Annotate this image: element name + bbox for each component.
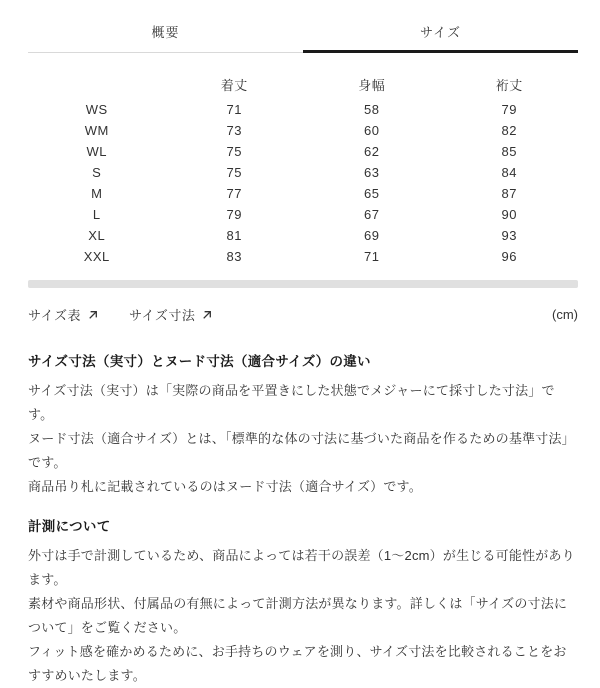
size-chart-link[interactable] bbox=[28, 305, 99, 324]
size-table bbox=[28, 69, 578, 267]
size-label: WL bbox=[86, 144, 107, 159]
cell-value: 77 bbox=[226, 186, 242, 201]
cell-value: 63 bbox=[364, 165, 380, 180]
cell-value: 75 bbox=[226, 165, 242, 180]
tab-overview[interactable] bbox=[28, 0, 303, 53]
cell-value: 71 bbox=[226, 102, 242, 117]
section-paragraph: サイズ寸法（実寸）は「実際の商品を平置きにした状態でメジャーにて採寸した寸法」です。 bbox=[28, 383, 555, 422]
section-paragraph: 素材や商品形状、付属品の有無によって計測方法が異なります。詳しくは「サイズの寸法について」をご覧ください。 bbox=[28, 596, 568, 635]
cell-value: 82 bbox=[501, 123, 517, 138]
size-chart-link-label: サイズ表 bbox=[28, 308, 81, 323]
table-row bbox=[28, 120, 578, 141]
cell-value: 75 bbox=[226, 144, 242, 159]
table-row bbox=[28, 141, 578, 162]
cell-value: 67 bbox=[364, 207, 380, 222]
size-dimensions-link-label: サイズ寸法 bbox=[128, 308, 196, 323]
cell-value: 62 bbox=[364, 144, 380, 159]
section-heading: 計測について bbox=[28, 519, 111, 534]
links-row bbox=[28, 305, 578, 324]
section-paragraph: フィット感を確かめるために、お手持ちのウェアを測り、サイズ寸法を比較されることをおすすめいたします。 bbox=[28, 644, 567, 683]
section-size-vs-nude bbox=[28, 350, 578, 499]
external-link-icon bbox=[87, 309, 99, 321]
unit-label: (cm) bbox=[552, 307, 578, 322]
col-header-sleeve-length: 裄丈 bbox=[495, 77, 523, 93]
section-heading: サイズ寸法（実寸）とヌード寸法（適合サイズ）の違い bbox=[28, 354, 371, 369]
size-label: WM bbox=[84, 123, 109, 138]
size-label: XL bbox=[88, 228, 106, 243]
cell-value: 81 bbox=[226, 228, 242, 243]
cell-value: 87 bbox=[501, 186, 517, 201]
cell-value: 58 bbox=[364, 102, 380, 117]
size-label: S bbox=[92, 165, 102, 180]
table-row bbox=[28, 183, 578, 204]
size-label: XXL bbox=[83, 249, 110, 264]
table-row bbox=[28, 162, 578, 183]
size-label: WS bbox=[85, 102, 108, 117]
table-horizontal-scrollbar[interactable] bbox=[28, 280, 578, 288]
section-paragraph: 商品吊り札に記載されているのはヌード寸法（適合サイズ）です。 bbox=[28, 479, 422, 494]
cell-value: 93 bbox=[501, 228, 517, 243]
col-header-body-width: 身幅 bbox=[358, 77, 386, 93]
table-row bbox=[28, 225, 578, 246]
cell-value: 96 bbox=[501, 249, 517, 264]
section-paragraph: ヌード寸法（適合サイズ）とは、「標準的な体の寸法に基づいた商品を作るための基準寸法」です。 bbox=[28, 431, 575, 470]
cell-value: 73 bbox=[226, 123, 242, 138]
tab-size[interactable] bbox=[303, 0, 578, 53]
cell-value: 69 bbox=[364, 228, 380, 243]
tab-size-label: サイズ bbox=[420, 25, 461, 40]
cell-value: 83 bbox=[226, 249, 242, 264]
size-dimensions-link[interactable] bbox=[129, 305, 213, 324]
cell-value: 79 bbox=[226, 207, 242, 222]
tab-overview-label: 概要 bbox=[151, 25, 180, 40]
cell-value: 84 bbox=[501, 165, 517, 180]
cell-value: 90 bbox=[501, 207, 517, 222]
external-link-icon bbox=[201, 309, 213, 321]
cell-value: 65 bbox=[364, 186, 380, 201]
table-row bbox=[28, 204, 578, 225]
section-measurement bbox=[28, 515, 578, 688]
size-label: L bbox=[92, 207, 101, 222]
col-header-body-length: 着丈 bbox=[220, 77, 248, 93]
cell-value: 79 bbox=[501, 102, 517, 117]
cell-value: 85 bbox=[501, 144, 517, 159]
tab-bar bbox=[28, 0, 578, 53]
table-row bbox=[28, 246, 578, 267]
table-row bbox=[28, 99, 578, 120]
size-table-header-row bbox=[28, 69, 578, 99]
cell-value: 60 bbox=[364, 123, 380, 138]
cell-value: 71 bbox=[364, 249, 380, 264]
size-column-spacer bbox=[28, 69, 166, 99]
size-label: M bbox=[91, 186, 103, 201]
section-paragraph: 外寸は手で計測しているため、商品によっては若干の誤差（1〜2cm）が生じる可能性があります。 bbox=[28, 548, 575, 587]
